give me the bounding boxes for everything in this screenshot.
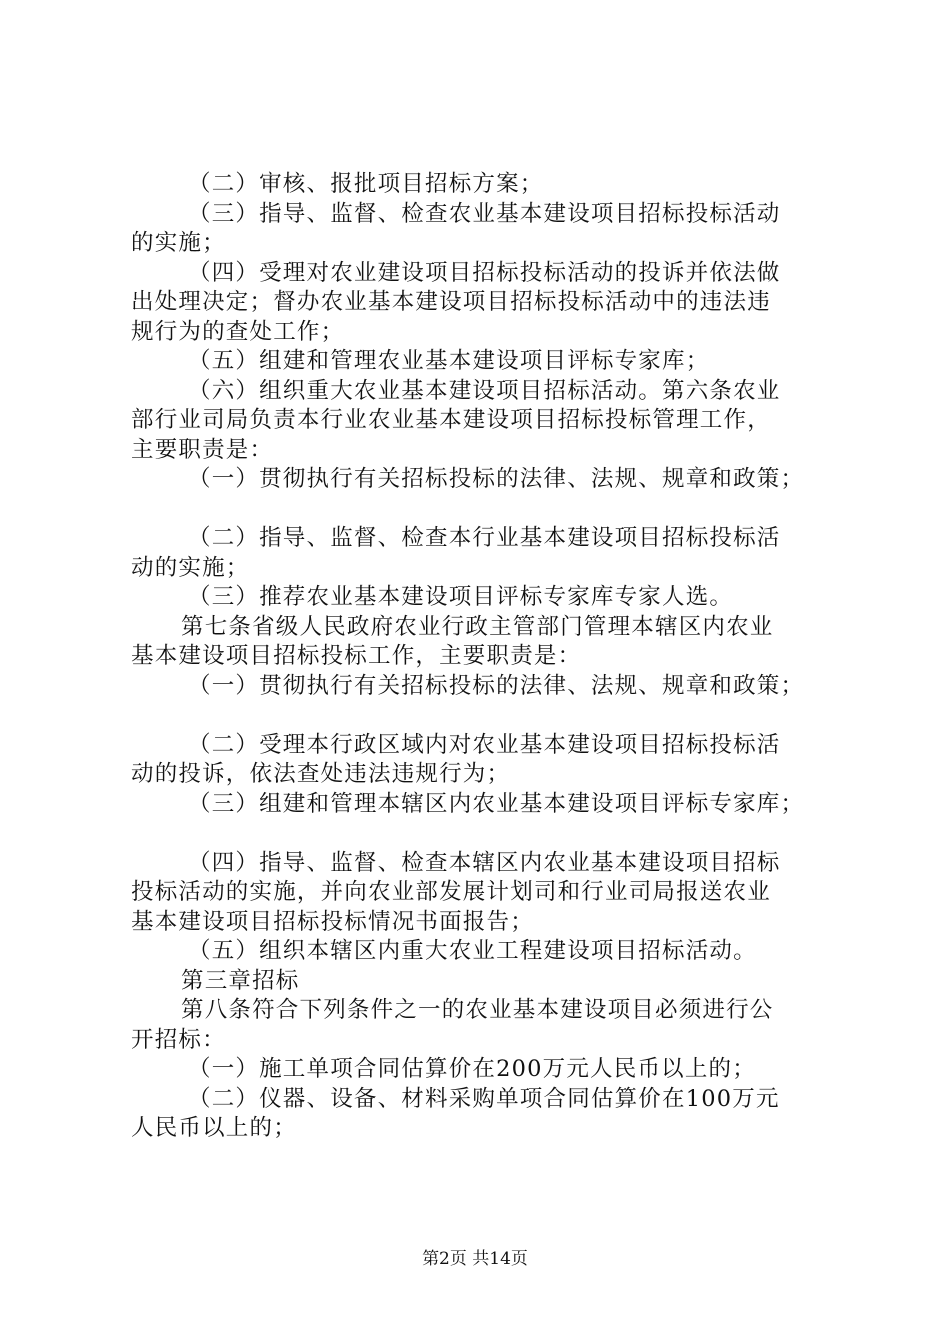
text-line: 出处理决定；督办农业基本建设项目招标投标活动中的违法违: [131, 289, 771, 315]
text-line: （二）仪器、设备、材料采购单项合同估算价在100万元: [188, 1085, 780, 1112]
text-line: （二）指导、监督、检查本行业基本建设项目招标投标活: [188, 525, 781, 551]
blank-line: [0, 701, 950, 731]
text-line: 第八条符合下列条件之一的农业基本建设项目必须进行公: [181, 997, 774, 1023]
text-line: （二）受理本行政区域内对农业基本建设项目招标投标活: [188, 731, 781, 758]
text-line: 规行为的查处工作；: [131, 318, 345, 345]
text-line: 第七条省级人民政府农业行政主管部门管理本辖区内农业: [181, 613, 774, 640]
text-line: 人民币以上的；: [131, 1115, 297, 1141]
text-line: 投标活动的实施，并向农业部发展计划司和行业司局报送农业: [131, 879, 771, 905]
text-line: 部行业司局负责本行业农业基本建设项目招标投标管理工作，: [131, 407, 771, 433]
text-line: 动的实施；: [131, 554, 250, 581]
text-line: 动的投诉，依法查处违法违规行为；: [131, 761, 511, 787]
blank-line: [0, 495, 950, 525]
text-line: （四）指导、监督、检查本辖区内农业基本建设项目招标: [188, 849, 781, 876]
text-line: （三）指导、监督、检查农业基本建设项目招标投标活动: [188, 200, 781, 227]
text-line: （二）审核、报批项目招标方案；: [188, 171, 544, 197]
text-line: （一）贯彻执行有关招标投标的法律、法规、规章和政策；: [188, 672, 805, 699]
text-line: （六）组织重大农业基本建设项目招标活动。第六条农业: [188, 377, 781, 404]
text-line: （四）受理对农业建设项目招标投标活动的投诉并依法做: [188, 259, 781, 286]
text-line: （一）贯彻执行有关招标投标的法律、法规、规章和政策；: [188, 466, 805, 492]
text-line: （三）组建和管理本辖区内农业基本建设项目评标专家库；: [188, 790, 805, 817]
text-line: 开招标：: [131, 1026, 226, 1053]
text-line: 主要职责是：: [131, 436, 274, 463]
blank-line: [0, 819, 950, 849]
text-line: （五）组织本辖区内重大农业工程建设项目招标活动。: [188, 938, 757, 964]
text-line: （一）施工单项合同估算价在200万元人民币以上的；: [188, 1056, 756, 1082]
text-line: 第三章招标: [181, 967, 300, 994]
text-line: （三）推荐农业基本建设项目评标专家库专家人选。: [188, 584, 734, 610]
text-line: （五）组建和管理农业基本建设项目评标专家库；: [188, 348, 710, 374]
document-body: [0, 170, 950, 1144]
text-line: 基本建设项目招标投标工作，主要职责是：: [131, 643, 582, 669]
page-footer: 第2页 共14页: [422, 1249, 528, 1269]
text-line: 的实施；: [131, 230, 226, 256]
text-line: 基本建设项目招标投标情况书面报告；: [131, 908, 534, 935]
